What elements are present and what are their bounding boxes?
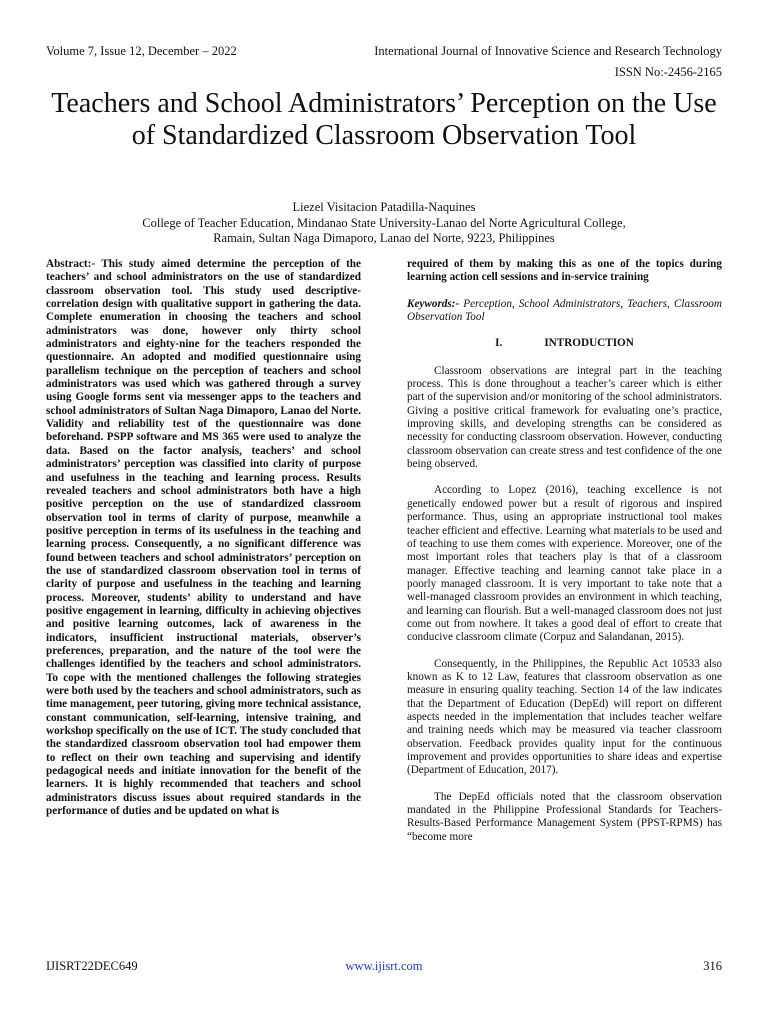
right-column xyxy=(407,258,722,857)
page-number: 316 xyxy=(703,959,722,973)
issn-number: ISSN No:-2456-2165 xyxy=(614,65,722,79)
section-heading xyxy=(407,337,722,350)
author-affiliation-1: College of Teacher Education, Mindanao State University-Lanao del Norte Agricultural College, xyxy=(142,215,626,230)
keywords xyxy=(407,298,722,325)
keywords-label: Keywords:- xyxy=(407,297,460,310)
paper-code: IJISRT22DEC649 xyxy=(46,959,138,973)
author-name: Liezel Visitacion Patadilla-Naquines xyxy=(292,200,476,214)
intro-paragraph-1: Classroom observations are integral part in the teaching process. This is done throughout a teacher’s career which is either part of the supervision and/or monitoring of the school administrators. Giving a positive critical framework for evaluating one’s practice, improving skills, and developing strengths can be considered as necessity for conducting classroom observation. However, conducting classroom observation can create stress and test confidence of the one being observed. xyxy=(407,364,722,471)
section-title: INTRODUCTION xyxy=(544,337,634,350)
paper-title: Teachers and School Administrators’ Perception on the Use of Standardized Classroom Observation Tool xyxy=(51,88,717,151)
journal-name: International Journal of Innovative Science and Research Technology xyxy=(374,44,722,58)
intro-paragraph-4: The DepEd officials noted that the classroom observation mandated in the Philippine Professional Standards for Teachers-Results-Based Performance Management System (PPST-RPMS) has “become more xyxy=(407,790,722,843)
abstract xyxy=(46,258,361,818)
keywords-text: Perception, School Administrators, Teachers, Classroom Observation Tool xyxy=(407,297,722,324)
journal-website-link[interactable]: www.ijisrt.com xyxy=(345,959,423,973)
left-column xyxy=(46,258,361,818)
intro-paragraph-3: Consequently, in the Philippines, the Republic Act 10533 also known as K to 12 Law, features that classroom observation as one measure in ensuring quality teaching. Section 14 of the law indicates that the Department of Education (DepEd) will report on different aspects needed in the implementation that includes teacher welfare and training needs which may be measured via teacher classroom observation. Feedback provides quality input for the continuous improvement and provides opportunities to share ideas and expertise (Department of Education, 2017). xyxy=(407,657,722,777)
journal-volume: Volume 7, Issue 12, December – 2022 xyxy=(46,44,237,58)
author-affiliation-2: Ramain, Sultan Naga Dimaporo, Lanao del Norte, 9223, Philippines xyxy=(213,231,555,245)
abstract-label: Abstract:- xyxy=(46,258,96,270)
intro-paragraph-2: According to Lopez (2016), teaching excellence is not genetically endowed power but a result of rigorous and inspired performance. Thus, using an appropriate instructional tool makes teacher efficient and effective. Learning what materials to be used and of teaching to use them comes with experience. Moreover, one of the most important roles that teachers play is that of a classroom manager. Effective teaching and learning cannot take place in a poorly managed classroom. It is very important to take note that a well-managed classroom provides an environment in which teaching, and learning can flourish. But a well-managed classroom does not just come out from nowhere. It takes a good deal of effort to create that conducive classroom climate (Corpuz and Salandanan, 2015). xyxy=(407,484,722,644)
author-block xyxy=(46,200,722,247)
abstract-text: This study aimed determine the perception of the teachers’ and school administrators on the use of standardized classroom observation tool. This study used descriptive-correlation design with qualitative support in gathering the data. Complete enumeration in choosing the teachers and school administrators was done, however only thirty school administrators and eighty-nine for the teachers responded the questionnaire. An adopted and modified questionnaire using parallelism technique on the perception of teachers and school administrators was used which was gathered through a survey using Google forms sent via messenger apps to the teachers and school administrators of Sultan Naga Dimaporo, Lanao del Norte. Validity and reliability test of the questionnaire was done beforehand. PSPP software and MS 365 were used to analyze the data. Based on the factor analysis, teachers’ and school administrators’ perception was classified into clarity of purpose and usefulness in the teaching and learning process. Results revealed teachers and school administrators both have a high positive perception on the use of standardized classroom observation tool in terms of clarity of purpose, meanwhile a positive perception in terms of its usefulness in the teaching and learning process. Consequently, a no significant difference was found between teachers and school administrators’ perception on the use of standardized classroom observation tool in terms of clarity of purpose and usefulness in the teaching and learning process. Moreover, students’ ability to understand and have positive engagement in learning, difficulty in achieving objectives and positive learning outcomes, lack of awareness in the indicators, insufficient instructional materials, observer’s preferences, preparation, and the nature of the tool were the challenges identified by the teachers and school administrators. To cope with the mentioned challenges the following strategies were both used by the teachers and school administrators, such as time management, peer tutoring, giving more technical assistance, constant communication, self-learning, intensive training, and workshop specifically on the use of ICT. The study concluded that the standardized classroom observation tool had empower them to reflect on their own teaching and supervising and identify pedagogical needs and initiate innovation for the benefit of the learners. It is highly recommended that teachers and school administrators discuss issues about required standards in the performance of duties and be updated on what is xyxy=(46,258,361,818)
abstract-continuation: required of them by making this as one of the topics during learning action cell sessions and in-service training xyxy=(407,258,722,284)
section-number: I. xyxy=(495,337,503,350)
